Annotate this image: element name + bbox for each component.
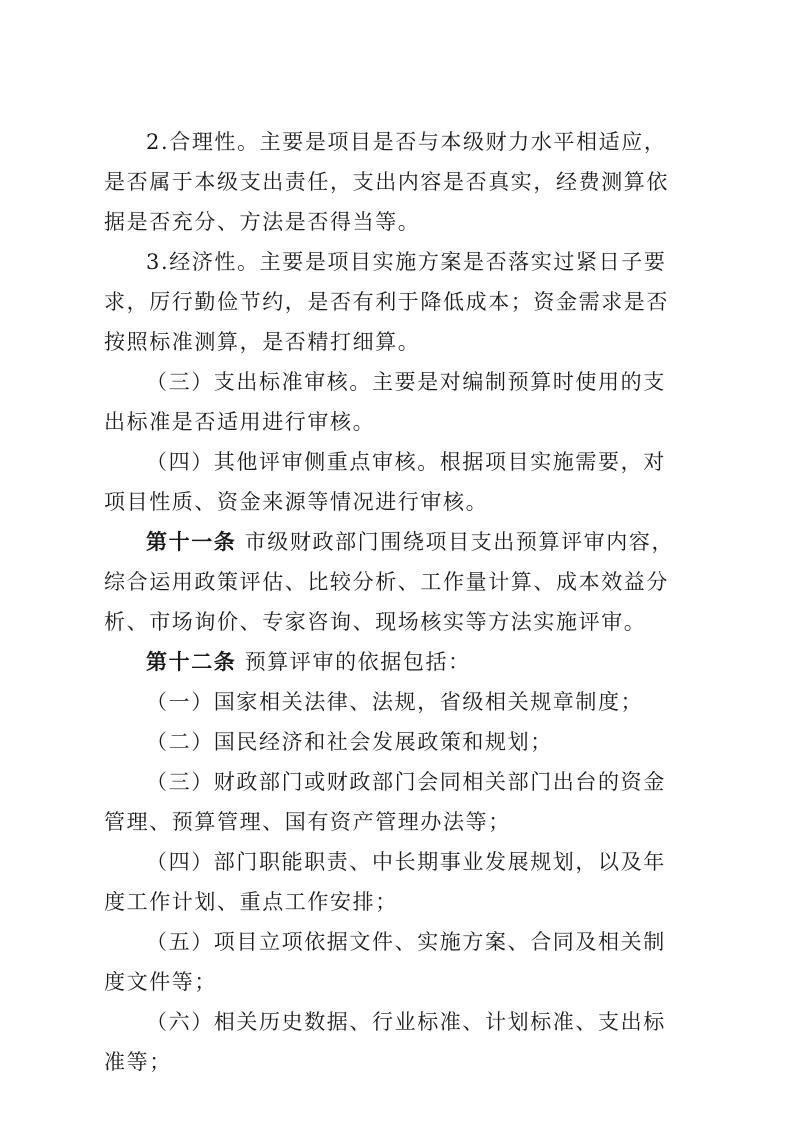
- paragraph-line: 准等；: [104, 1050, 172, 1074]
- paragraph-line: 项目性质、资金来源等情况进行审核。: [104, 490, 489, 514]
- list-item: （三）财政部门或财政部门会同相关部门出台的资金: [146, 770, 666, 794]
- list-item: （二）国民经济和社会发展政策和规划；: [146, 730, 553, 754]
- paragraph-line: 度工作计划、重点工作安排；: [104, 890, 398, 914]
- paragraph-line: 3.经济性。主要是项目实施方案是否落实过紧日子要: [146, 250, 667, 274]
- article-heading: 第十二条: [146, 649, 237, 674]
- paragraph-line: 综合运用政策评估、比较分析、工作量计算、成本效益分: [104, 570, 669, 594]
- paragraph-line: 求，厉行勤俭节约，是否有利于降低成本；资金需求是否: [104, 290, 669, 314]
- list-item: （四）部门职能职责、中长期事业发展规划，以及年: [146, 850, 666, 874]
- article-heading: 第十一条: [146, 529, 237, 554]
- paragraph-line: （四）其他评审侧重点审核。根据项目实施需要，对: [146, 450, 666, 474]
- paragraph-line: 析、市场询价、专家咨询、现场核实等方法实施评审。: [104, 610, 647, 634]
- list-item: （一）国家相关法律、法规，省级相关规章制度；: [146, 690, 644, 714]
- paragraph-line: 度文件等；: [104, 970, 217, 994]
- paragraph-line: 按照标准测算，是否精打细算。: [104, 330, 421, 354]
- paragraph-line: 据是否充分、方法是否得当等。: [104, 210, 421, 234]
- paragraph-line: （三）支出标准审核。主要是对编制预算时使用的支: [146, 370, 666, 394]
- article-line: 第十一条 市级财政部门围绕项目支出预算评审内容，: [146, 529, 675, 554]
- paragraph-line: 管理、预算管理、国有资产管理办法等；: [104, 810, 511, 834]
- article-line: 第十二条 预算评审的依据包括：: [146, 649, 471, 674]
- paragraph-line: 是否属于本级支出责任，支出内容是否真实，经费测算依: [104, 170, 669, 194]
- paragraph-line: 出标准是否适用进行审核。: [104, 410, 376, 434]
- list-item: （六）相关历史数据、行业标准、计划标准、支出标: [146, 1010, 666, 1034]
- list-item: （五）项目立项依据文件、实施方案、合同及相关制: [146, 930, 666, 954]
- paragraph-line: 2.合理性。主要是项目是否与本级财力水平相适应，: [146, 130, 667, 154]
